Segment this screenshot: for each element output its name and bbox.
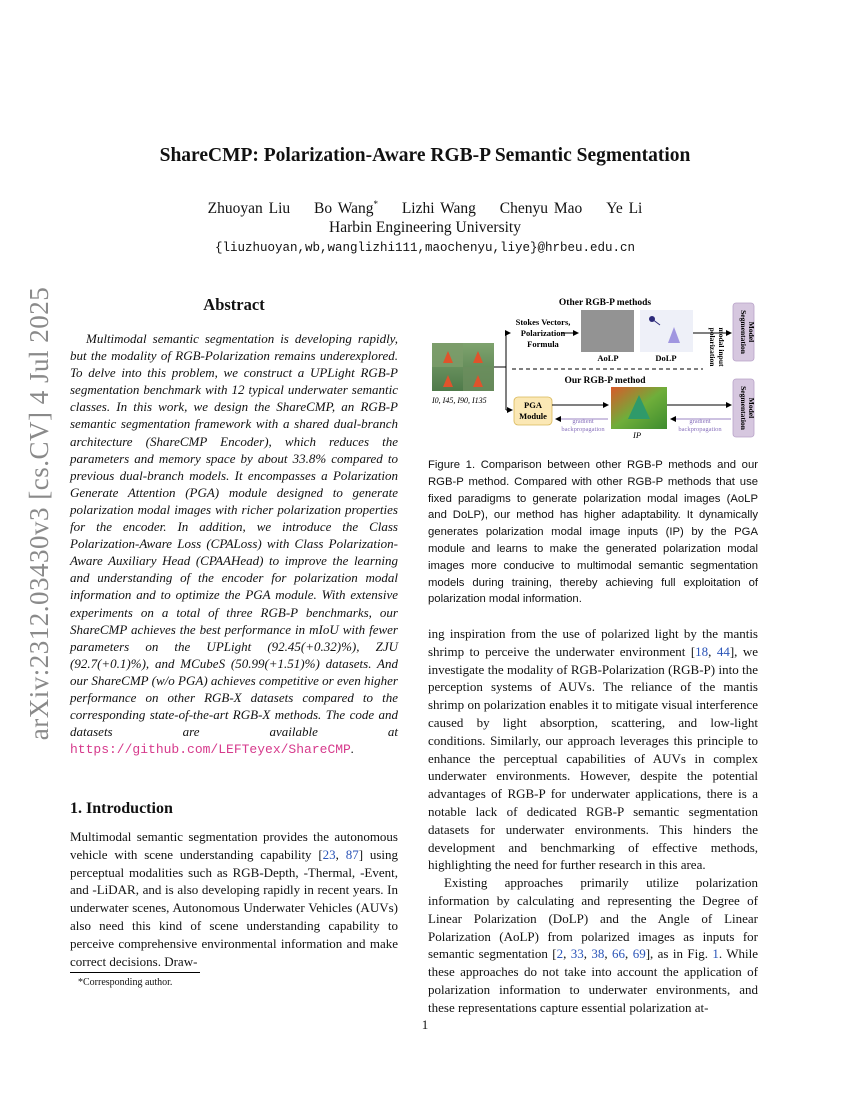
author-2: Bo Wang* [314, 199, 378, 218]
paper-title: ShareCMP: Polarization-Aware RGB-P Semantic Segmentation [159, 145, 691, 166]
input-label: I0, I45, I90, I135 [432, 396, 487, 405]
svg-text:gradient: gradient [572, 418, 594, 425]
citation-link[interactable]: 18 [695, 643, 709, 659]
citation-link[interactable]: 69 [632, 946, 646, 962]
citation-link[interactable]: 66 [612, 946, 626, 962]
our-method-label: Our RGB-P method [564, 376, 646, 386]
section-heading-introduction: 1. Introduction [70, 800, 173, 817]
body-paragraph: ing inspiration from the use of polarized light by the mantis shrimp to perceive the underwater environment [18, 44], we investigate the modality of RGB-Polarization (RGB-P) into the perception systems of AUVs. The reliance of the mantis shrimp on polarization enables it to mitigate visual interference caused by light absorption, scattering, and low-light conditions. Similarly, our approach leverages this principle to enhance the perceptual capabilities of AUVs in complex underwater environments. However, despite the potential advantages of RGB-P for underwater applications, there is a notable lack of dedicated RGB-P semantic segmentation datasets for underwater environments. This hinders the development and benchmarking of effective methods, highlighting the need for further research in this area. [428, 626, 758, 873]
svg-text:Module: Module [519, 411, 547, 421]
svg-text:Segmentation: Segmentation [739, 310, 748, 354]
svg-text:Segmentation: Segmentation [739, 386, 748, 430]
citation-link[interactable]: 23 [322, 846, 336, 862]
dolp-image [640, 310, 693, 352]
footnote: *Corresponding author. [78, 977, 173, 988]
code-link[interactable]: https://github.com/LEFTeyex/ShareCMP [70, 742, 351, 758]
svg-text:backpropagation: backpropagation [678, 426, 722, 433]
stokes-label-1: Stokes Vectors, [515, 317, 571, 327]
body-paragraph: Existing approaches primarily utilize polarization information by calculating and representing the Degree of Linear Polarization (DoLP) and the Angle of Linear Polarization (AoLP) from polarized images as inputs for semantic segmentation [2, 33, 38, 66, 69], as in Fig. 1. While these approaches do not take into account the application of polarization information to underwater environments, and these representations capture essential polarization at- [428, 875, 759, 1015]
citation-link[interactable]: 87 [345, 846, 359, 862]
intro-paragraph: Multimodal semantic segmentation provides the autonomous vehicle with scene understanding capability [23, 87] using perceptual modalities such as RGB-Depth, -Thermal, -Event, and -LiDAR, and is also developing rapidly in recent years. In underwater scenes, Autonomous Underwater Vehicles (AUVs) also need this kind of scene understanding capability to perceive comprehensive environmental information and make correct decisions. Draw- [70, 829, 399, 969]
stokes-label-2: Polarization [520, 328, 566, 338]
footnote-rule [70, 972, 200, 973]
author-emails: {liuzhuoyan,wb,wanglizhi111,maochenyu,liye}@hrbeu.edu.cn [214, 241, 636, 255]
svg-text:PGA: PGA [524, 400, 542, 410]
dolp-label: DoLP [655, 353, 677, 363]
aolp-label: AoLP [597, 353, 619, 363]
abstract-text: Multimodal semantic segmentation is developing rapidly, but the modality of RGB-Polarization remains underexplored. To delve into this problem, we construct a UPLight RGB-P segmentation benchmark with 12 typical underwater semantic classes. In this work, we design the ShareCMP, an RGB-P semantic segmentation framework with a shared dual-branch architecture (ShareCMP Encoder), which reduces the parameters and memory space by about 33.8% compared to previous dual-branch models. It encompasses a Polarization Generate Attention (PGA) module designed to generate polarization modal images with richer polarization properties for the encoder. In addition, we introduce the Class Polarization-Aware Loss (CPALoss) with Class Polarization-Aware Auxiliary Head (CPAAHead) to improve the learning and understanding of the encoder for polarization modal information and to optimize the PGA module. With extensive experiments on a total of three RGB-P benchmarks, our ShareCMP achieves the best performance in mIoU with fewer parameters on the UPLight (92.45(+0.32)%), ZJU (92.7(+0.1)%), and MCubeS (50.99(+1.51)%) datasets. And our ShareCMP (w/o PGA) achieves competitive or even higher performance on other RGB-X datasets compared to the corresponding state-of-the-art RGB-X methods. The code and datasets are available at https://github.com/LEFTeyex/ShareCMP. [70, 331, 398, 758]
figure-reference-link[interactable]: 1 [712, 946, 719, 962]
modal-input-label-1: polarization [708, 327, 717, 367]
ip-label: IP [632, 430, 642, 440]
citation-link[interactable]: 44 [716, 643, 730, 659]
right-column-text [428, 625, 758, 1017]
modal-input-label-2: modal input [717, 327, 726, 367]
svg-text:gradient: gradient [689, 418, 711, 425]
citation-link[interactable]: 2 [556, 946, 564, 962]
author-1: Zhuoyan Liu [207, 200, 291, 218]
arxiv-stamp: arXiv:2312.03430v3 [cs.CV] 4 Jul 2025 [24, 286, 55, 740]
citation-link[interactable]: 33 [570, 946, 584, 962]
other-methods-label: Other RGB-P methods [558, 298, 652, 308]
figure-1-caption: Figure 1. Comparison between other RGB-P methods and our RGB-P method. Compared with other RGB-P methods that use fixed paradigms to generate polarization modal images (AoLP and DoLP), our method has higher adaptability. It dynamically generates polarization modal image inputs (IP) by the PGA module and learns to make the generated polarization modal images more conducive to multimodal semantic segmentation models during training, thereby achieving full exploitation of polarization modal information. [428, 459, 758, 606]
page-number: 1 [421, 1017, 429, 1032]
author-list [0, 199, 850, 218]
figure-1 [428, 295, 758, 445]
abstract-heading: Abstract [203, 295, 265, 314]
author-3: Lizhi Wang [401, 200, 476, 218]
author-5: Ye Li [606, 200, 643, 218]
figure-1-diagram [428, 295, 758, 445]
svg-text:Model: Model [747, 397, 756, 419]
affiliation: Harbin Engineering University [329, 219, 521, 236]
svg-text:backpropagation: backpropagation [561, 426, 605, 433]
stokes-label-3: Formula [527, 339, 559, 349]
polarized-input-images [432, 343, 494, 391]
author-4: Chenyu Mao [499, 200, 583, 218]
citation-link[interactable]: 38 [591, 946, 605, 962]
svg-text:Model: Model [747, 321, 756, 343]
